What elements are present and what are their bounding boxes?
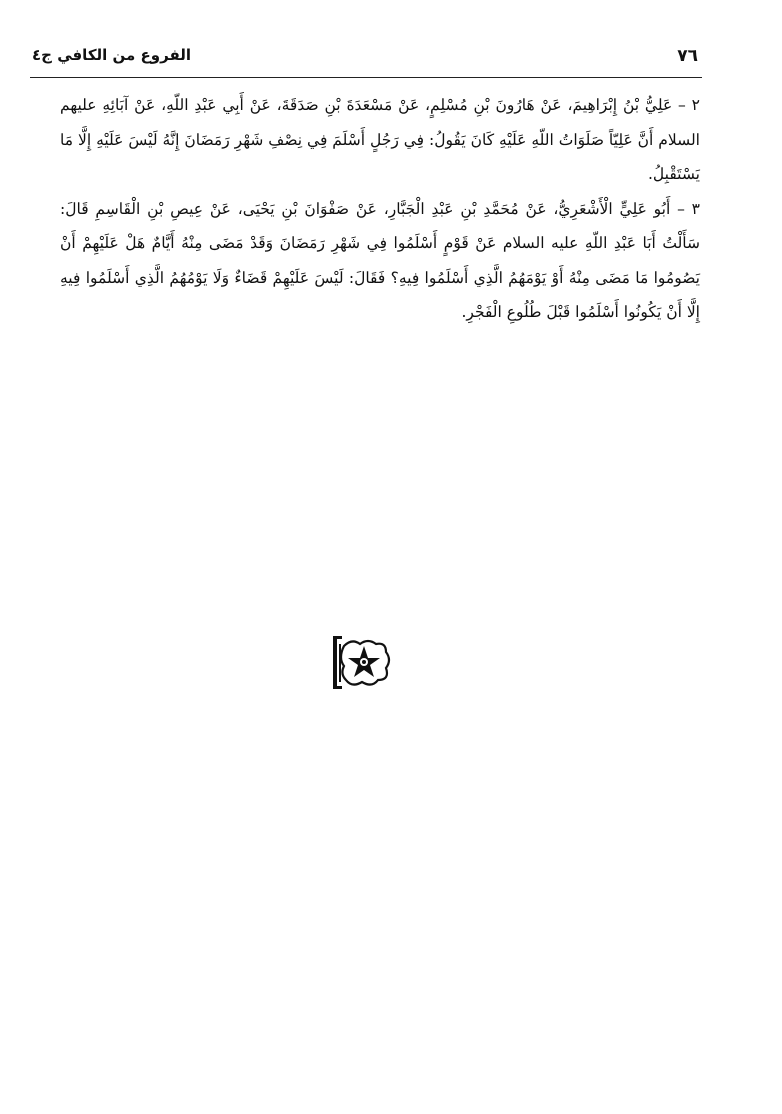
hadith-paragraph-3: ٣ – أَبُو عَلِيٍّ الْأَشْعَرِيُّ، عَنْ مُحَمَّدِ بْنِ عَبْدِ الْجَبَّارِ، عَنْ صَفْوَانَ بْنِ يَحْيَى، عَنْ عِيصِ بْنِ الْقَاسِمِ قَالَ: سَأَلْتُ أَبَا عَبْدِ اللّهِ عليه السلام عَنْ قَوْمٍ أَسْلَمُوا فِي شَهْرِ رَمَضَانَ وَقَدْ مَضَى مِنْهُ أَيَّامٌ هَلْ عَلَيْهِمْ أَنْ يَصُومُوا مَا مَضَى مِنْهُ أَوْ يَوْمَهُمُ الَّذِي أَسْلَمُوا فِيهِ؟ فَقَالَ: لَيْسَ عَلَيْهِمْ قَضَاءٌ وَلَا يَوْمُهُمُ الَّذِي أَسْلَمُوا فِيهِ إِلَّا أَنْ يَكُونُوا أَسْلَمُوا قَبْلَ طُلُوعِ الْفَجْرِ. [60, 199, 700, 321]
running-title: الفروع من الكافي ج٤ [32, 46, 192, 64]
page-body [60, 88, 700, 330]
star-ornament-icon [330, 634, 392, 692]
hadith-paragraph-2: ٢ – عَلِيُّ بْنُ إِبْرَاهِيمَ، عَنْ هَارُونَ بْنِ مُسْلِمٍ، عَنْ مَسْعَدَةَ بْنِ صَدَقَةَ، عَنْ أَبِي عَبْدِ اللّهِ، عَنْ آبَائِهِ عليهم السلام أَنَّ عَلِيّاً صَلَوَاتُ اللّهِ عَلَيْهِ كَانَ يَقُولُ: فِي رَجُلٍ أَسْلَمَ فِي نِصْفِ شَهْرِ رَمَضَانَ إِنَّهُ لَيْسَ عَلَيْهِ إِلَّا مَا يَسْتَقْبِلُ. [60, 96, 700, 183]
header-rule [30, 77, 702, 78]
page-number: ٧٦ [677, 46, 698, 66]
page-header [30, 44, 698, 74]
